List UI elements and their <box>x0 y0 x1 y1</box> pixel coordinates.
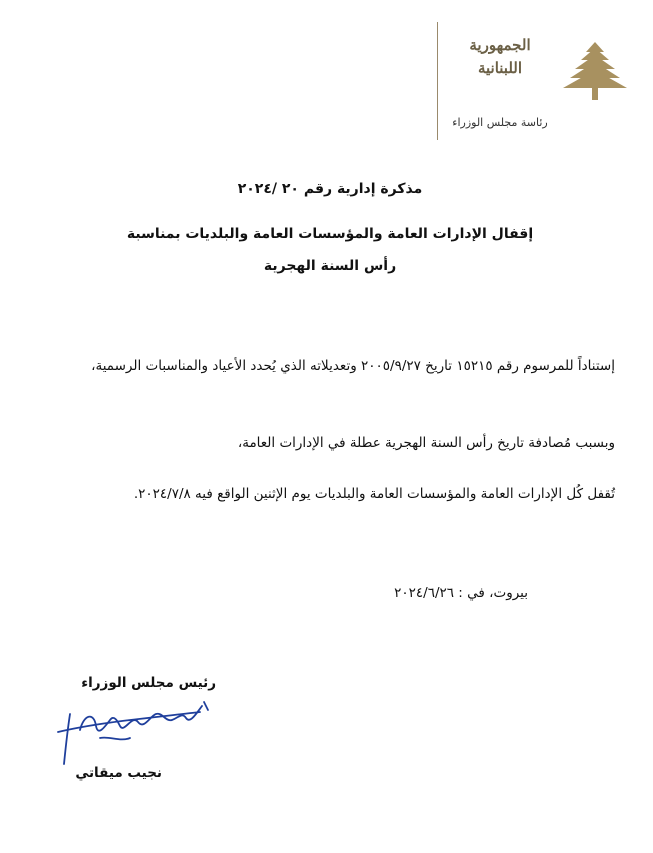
handwritten-signature <box>40 692 220 770</box>
signer-title: رئيس مجلس الوزراء <box>81 675 216 691</box>
cedar-icon <box>560 40 630 102</box>
republic-line-1: الجمهورية <box>469 36 531 54</box>
republic-title <box>447 34 553 80</box>
presidency-label: رئاسة مجلس الوزراء <box>452 116 548 129</box>
memo-subject-line-2: رأس السنة الهجرية <box>263 258 397 274</box>
header-divider <box>437 22 438 140</box>
paragraph-decree: إستناداً للمرسوم رقم ١٥٢١٥ تاريخ ٢٠٠٥/٩/٢٧ وتعديلاته الذي يُحدد الأعياد والمناسبات الرسمية، <box>91 358 615 374</box>
memo-subject-line-1: إقفال الإدارات العامة والمؤسسات العامة والبلديات بمناسبة <box>126 226 534 242</box>
paragraph-holiday: وبسبب مُصادفة تاريخ رأس السنة الهجرية عطلة في الإدارات العامة، <box>237 435 615 451</box>
republic-line-2: اللبنانية <box>477 59 523 77</box>
paragraph-closure: تُقفل كُل الإدارات العامة والمؤسسات العامة والبلديات يوم الإثنين الواقع فيه ٢٠٢٤/٧/٨. <box>133 486 615 502</box>
signer-name: نجيب ميقاتي <box>75 765 162 781</box>
place-date: بيروت، في : ٢٠٢٤/٦/٢٦ <box>394 585 528 601</box>
memo-number: مذكرة إدارية رقم ٢٠ /٢٠٢٤ <box>237 181 423 197</box>
